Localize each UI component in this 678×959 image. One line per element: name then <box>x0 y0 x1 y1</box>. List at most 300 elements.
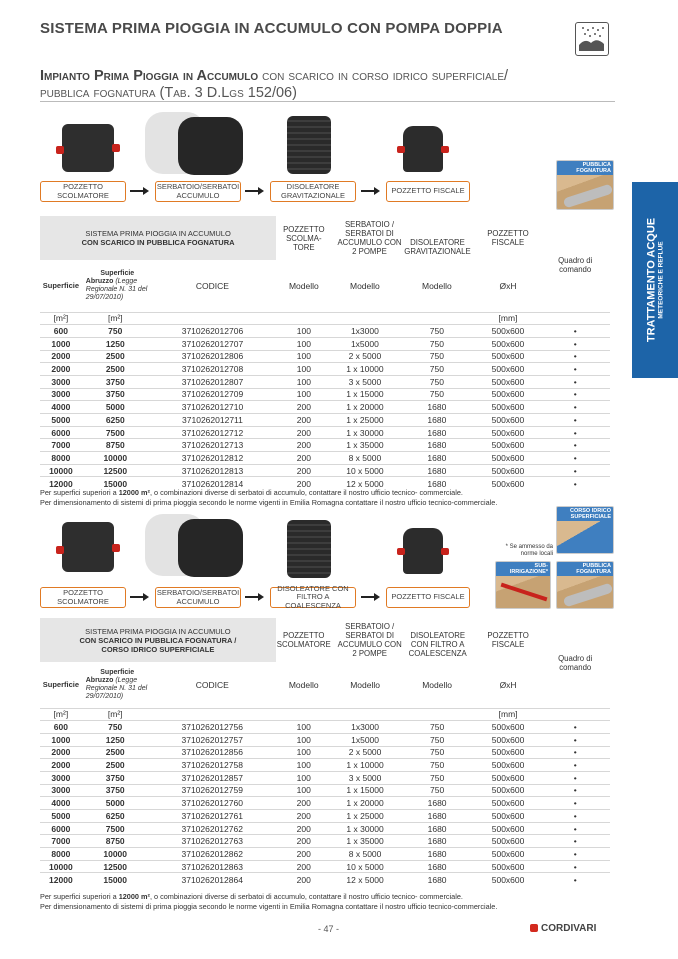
table-cell: 10 x 5000 <box>332 464 399 477</box>
table-cell: 750 <box>398 363 475 376</box>
subtitle-bold: Impianto Prima Pioggia in Accumulo <box>40 68 259 84</box>
table-cell: 1680 <box>398 810 475 823</box>
table-cell: 100 <box>276 388 331 401</box>
table-cell: • <box>540 350 610 363</box>
unit-m2: [m²] <box>82 312 149 325</box>
unit-m2: [m²] <box>40 312 82 325</box>
table-cell: • <box>540 733 610 746</box>
subtitle-line2: pubblica fognatura (Tab. 3 D.Lgs 152/06) <box>40 85 297 101</box>
table-row <box>40 452 610 465</box>
table-cell: 3710262012710 <box>149 401 276 414</box>
table-cell: 100 <box>276 375 331 388</box>
table-cell: 500x600 <box>476 439 541 452</box>
col-header-pozzetto-fiscale: POZZETTO FISCALE <box>487 631 529 649</box>
table-cell: 10000 <box>40 464 82 477</box>
table-cell: • <box>540 784 610 797</box>
table-cell: 3000 <box>40 784 82 797</box>
arrow-right-icon <box>130 592 150 602</box>
table-cell: 1250 <box>82 337 149 350</box>
side-category-tab[interactable] <box>632 182 678 378</box>
table-cell: 200 <box>276 822 332 835</box>
table-cell: 500x600 <box>476 363 541 376</box>
pozzetto-fiscale-image <box>403 528 443 574</box>
table-cell: 3710262012806 <box>149 350 276 363</box>
col-modello: Modello <box>422 679 452 690</box>
table-row <box>40 860 610 873</box>
col-modello: Modello <box>350 679 380 690</box>
note-line: Per superfici superiori a 12000 m², o combinazioni diverse di serbatoi di accumulo, contattare il nostro ufficio tecnico- commerciale. <box>40 892 463 901</box>
table-cell: 100 <box>276 771 332 784</box>
table-cell: 15000 <box>82 873 149 886</box>
table-cell: 750 <box>398 337 475 350</box>
table-cell: 1 x 30000 <box>332 822 399 835</box>
notes-1 <box>40 488 620 508</box>
table-cell: 6250 <box>82 810 149 823</box>
table-cell: 3710262012758 <box>149 759 276 772</box>
unit-mm: [mm] <box>476 708 541 721</box>
table-cell: 3710262012762 <box>149 822 276 835</box>
table-cell: 3710262012814 <box>149 477 276 490</box>
table-cell: 200 <box>276 426 331 439</box>
table-cell: 500x600 <box>476 848 541 861</box>
table-cell: 2 x 5000 <box>332 350 399 363</box>
table-row <box>40 759 610 772</box>
subtitle-rest: con scarico in corso idrico superficiale/ <box>258 68 509 84</box>
table-cell: 5000 <box>40 414 82 427</box>
table-cell: • <box>540 401 610 414</box>
table-row <box>40 401 610 414</box>
col-superficie: Superficie <box>42 281 80 291</box>
col-codice: CODICE <box>195 679 229 690</box>
flow-step-3: DISOLEATORE GRAVITAZIONALE <box>270 181 356 202</box>
table-cell: 3750 <box>82 375 149 388</box>
unit-mm: [mm] <box>476 312 541 325</box>
flow-step-2: SERBATOIO/SERBATOI ACCUMULO <box>155 587 241 608</box>
table-cell: 3710262012812 <box>149 452 276 465</box>
table-cell: 1 x 20000 <box>332 797 399 810</box>
divider <box>40 101 615 102</box>
table-cell: • <box>540 414 610 427</box>
pubblica-fognatura-image: PUBBLICA FOGNATURA <box>556 160 614 210</box>
table-cell: 1680 <box>398 414 475 427</box>
table-cell: 3 x 5000 <box>332 375 399 388</box>
table-cell: 1680 <box>398 401 475 414</box>
table-cell: 4000 <box>40 401 82 414</box>
table-cell: 500x600 <box>476 873 541 886</box>
disoleatore-image <box>287 116 331 174</box>
flow-step-3: DISOLEATORE CON FILTRO A COALESCENZA <box>270 587 356 608</box>
table-cell: 1680 <box>398 464 475 477</box>
section-subtitle <box>40 68 615 102</box>
table-cell: 500x600 <box>476 452 541 465</box>
table-cell: 1250 <box>82 733 149 746</box>
col-superficie-abruzzo: Superficie Abruzzo (Legge Regionale N. 31 del 29/07/2010) <box>85 668 148 700</box>
table-cell: • <box>540 759 610 772</box>
table-cell: 1680 <box>398 860 475 873</box>
table-cell: • <box>540 797 610 810</box>
table-cell: 3710262012760 <box>149 797 276 810</box>
table-cell: • <box>540 388 610 401</box>
table-cell: 1 x 25000 <box>332 414 399 427</box>
table-cell: 750 <box>398 733 475 746</box>
table-cell: 3710262012813 <box>149 464 276 477</box>
side-tab-subtitle: METEORICHE E REFLUE <box>657 241 665 319</box>
table-cell: 8 x 5000 <box>332 452 399 465</box>
table-cell: 750 <box>398 721 475 734</box>
table-cell: 3750 <box>82 784 149 797</box>
table-cell: 200 <box>276 414 331 427</box>
table-row <box>40 835 610 848</box>
unit-m2: [m²] <box>82 708 149 721</box>
table-cell: 3000 <box>40 771 82 784</box>
table-cell: 500x600 <box>476 759 541 772</box>
table-cell: 2000 <box>40 363 82 376</box>
unit-m2: [m²] <box>40 708 82 721</box>
col-modello: Modello <box>288 280 319 291</box>
table-cell: 100 <box>276 746 332 759</box>
table-cell: • <box>540 771 610 784</box>
table-cell: 3710262012863 <box>149 860 276 873</box>
table-cell: 5000 <box>82 401 149 414</box>
table-cell: 6000 <box>40 426 82 439</box>
table-cell: 10000 <box>82 848 149 861</box>
table-cell: • <box>540 835 610 848</box>
col-superficie-abruzzo: Superficie Abruzzo (Legge Regionale N. 31 del 29/07/2010) <box>85 269 148 301</box>
table-cell: • <box>540 452 610 465</box>
table-cell: 3710262012707 <box>149 337 276 350</box>
col-oxh: ØxH <box>499 679 517 690</box>
arrow-right-icon <box>361 592 381 602</box>
arrow-right-icon <box>361 186 381 196</box>
table-cell: 500x600 <box>476 337 541 350</box>
table-cell: 500x600 <box>476 771 541 784</box>
table-cell: • <box>540 337 610 350</box>
table-cell: 12500 <box>82 464 149 477</box>
table-row <box>40 848 610 861</box>
table-cell: 100 <box>276 350 331 363</box>
table-cell: 1000 <box>40 337 82 350</box>
table-cell: 500x600 <box>476 784 541 797</box>
col-header-pozzetto-scolmatore: POZZETTO SCOLMA-TORE <box>283 224 325 252</box>
table-cell: 500x600 <box>476 746 541 759</box>
table-cell: 3710262012761 <box>149 810 276 823</box>
table-cell: 500x600 <box>476 325 541 338</box>
table-cell: 1680 <box>398 477 475 490</box>
table-cell: 750 <box>398 746 475 759</box>
table-cell: 12000 <box>40 873 82 886</box>
table-row <box>40 375 610 388</box>
table-cell: 500x600 <box>476 721 541 734</box>
table-cell: 8 x 5000 <box>332 848 399 861</box>
table-cell: 3750 <box>82 388 149 401</box>
table-cell: • <box>540 746 610 759</box>
table-cell: 750 <box>398 784 475 797</box>
serbatoio-image <box>178 519 243 577</box>
table-cell: 2000 <box>40 350 82 363</box>
table-cell: 200 <box>276 860 332 873</box>
table-row <box>40 721 610 734</box>
table-body <box>40 721 610 886</box>
table-cell: 12 x 5000 <box>332 477 399 490</box>
table-cell: 1680 <box>398 452 475 465</box>
table-cell: 100 <box>276 759 332 772</box>
table-cell: 3710262012711 <box>149 414 276 427</box>
table-row <box>40 784 610 797</box>
table-cell: 1 x 35000 <box>332 439 399 452</box>
table-cell: • <box>540 860 610 873</box>
table-cell: 500x600 <box>476 733 541 746</box>
table-cell: 3000 <box>40 388 82 401</box>
table-cell: • <box>540 439 610 452</box>
table-cell: 1x3000 <box>332 721 399 734</box>
table-cell: 500x600 <box>476 375 541 388</box>
table-cell: 500x600 <box>476 810 541 823</box>
pozzetto-fiscale-image <box>403 126 443 172</box>
serbatoio-image <box>178 117 243 175</box>
table-cell: • <box>540 325 610 338</box>
table-cell: 100 <box>276 784 332 797</box>
table-row <box>40 733 610 746</box>
notes-2 <box>40 892 620 912</box>
table-row <box>40 746 610 759</box>
table-cell: 1 x 10000 <box>332 363 399 376</box>
table-cell: • <box>540 426 610 439</box>
pozzetto-scolmatore-image <box>62 124 114 172</box>
table-cell: 750 <box>398 350 475 363</box>
table-title: SISTEMA PRIMA PIOGGIA IN ACCUMULO CON SCARICO IN PUBBLICA FOGNATURA / CORSO IDRICO SUPERFICIALE <box>40 618 276 662</box>
col-header-quadro: Quadro di comando <box>558 256 593 274</box>
table-cell: 500x600 <box>476 414 541 427</box>
col-header-quadro: Quadro di comando <box>558 654 593 672</box>
table-cell: 2500 <box>82 759 149 772</box>
table-row <box>40 771 610 784</box>
table-cell: 2 x 5000 <box>332 746 399 759</box>
table-row <box>40 822 610 835</box>
table-row <box>40 797 610 810</box>
table-cell: 10000 <box>82 452 149 465</box>
table-cell: 750 <box>398 759 475 772</box>
table-cell: 3000 <box>40 375 82 388</box>
table-cell: 1680 <box>398 848 475 861</box>
table-cell: 8750 <box>82 835 149 848</box>
spec-table-1 <box>40 216 610 490</box>
arrow-right-icon <box>245 186 265 196</box>
table-cell: 200 <box>276 452 331 465</box>
col-header-pozzetto-fiscale: POZZETTO FISCALE <box>487 229 529 247</box>
table-cell: 1 x 25000 <box>332 810 399 823</box>
site-note: * Se ammesso da norme locali <box>505 544 553 557</box>
rain-icon <box>575 22 609 56</box>
col-codice: CODICE <box>195 280 229 291</box>
table-cell: 10 x 5000 <box>332 860 399 873</box>
table-cell: 750 <box>82 325 149 338</box>
table-cell: 1680 <box>398 797 475 810</box>
table-cell: 7500 <box>82 426 149 439</box>
table-row <box>40 464 610 477</box>
table-cell: 200 <box>276 464 331 477</box>
table-cell: 1 x 20000 <box>332 401 399 414</box>
table-cell: 500x600 <box>476 477 541 490</box>
table-cell: 3 x 5000 <box>332 771 399 784</box>
spec-table-2 <box>40 618 610 886</box>
table-cell: 600 <box>40 721 82 734</box>
table-row <box>40 350 610 363</box>
col-modello: Modello <box>350 280 380 291</box>
table-cell: • <box>540 822 610 835</box>
table-cell: 12500 <box>82 860 149 873</box>
table-cell: 500x600 <box>476 797 541 810</box>
table-cell: 200 <box>276 848 332 861</box>
table-cell: 12000 <box>40 477 82 490</box>
table-cell: 1x5000 <box>332 733 399 746</box>
sub-irrigazione-image: SUB-IRRIGAZIONE* <box>495 561 551 609</box>
table-cell: 3710262012856 <box>149 746 276 759</box>
table-cell: 1 x 10000 <box>332 759 399 772</box>
table-cell: 3750 <box>82 771 149 784</box>
table-cell: 500x600 <box>476 835 541 848</box>
table-cell: 1 x 15000 <box>332 388 399 401</box>
table-cell: 3710262012706 <box>149 325 276 338</box>
table-row <box>40 873 610 886</box>
table-cell: 1 x 30000 <box>332 426 399 439</box>
pubblica-fognatura-image: PUBBLICA FOGNATURA <box>556 561 614 609</box>
flow-step-4: POZZETTO FISCALE <box>386 587 470 608</box>
table-cell: 200 <box>276 873 332 886</box>
table-row <box>40 363 610 376</box>
table-cell: 100 <box>276 363 331 376</box>
table-cell: 7000 <box>40 835 82 848</box>
table-cell: • <box>540 375 610 388</box>
side-tab-title: TRATTAMENTO ACQUE <box>645 217 658 343</box>
table-title: SISTEMA PRIMA PIOGGIA IN ACCUMULO CON SCARICO IN PUBBLICA FOGNATURA <box>40 216 276 260</box>
table-row <box>40 388 610 401</box>
table-cell: 750 <box>82 721 149 734</box>
table-cell: 12 x 5000 <box>332 873 399 886</box>
col-modello: Modello <box>422 280 452 291</box>
table-cell: 1 x 35000 <box>332 835 399 848</box>
table-cell: 5000 <box>40 810 82 823</box>
table-cell: 3710262012713 <box>149 439 276 452</box>
corso-idrico-image: CORSO IDRICO SUPERFICIALE <box>556 506 614 554</box>
table-cell: 750 <box>398 388 475 401</box>
pozzetto-scolmatore-image <box>62 522 114 572</box>
table-cell: 1680 <box>398 873 475 886</box>
table-body <box>40 325 610 490</box>
table-cell: 200 <box>276 439 331 452</box>
brand-logo: CORDIVARI <box>530 923 596 934</box>
table-cell: 100 <box>276 721 332 734</box>
table-cell: 1x3000 <box>332 325 399 338</box>
note-line: Per superfici superiori a 12000 m², o combinazioni diverse di serbatoi di accumulo, contattare il nostro ufficio tecnico- commerciale. <box>40 488 463 497</box>
table-cell: 3710262012857 <box>149 771 276 784</box>
table-cell: 500x600 <box>476 401 541 414</box>
table-cell: 2500 <box>82 746 149 759</box>
table-cell: 500x600 <box>476 350 541 363</box>
note-line: Per dimensionamento di sistemi di prima pioggia secondo le norme vigenti in Emilia Romagna contattare il nostro ufficio tecnico-commerciale. <box>40 902 498 911</box>
table-cell: 500x600 <box>476 860 541 873</box>
table-cell: • <box>540 363 610 376</box>
table-cell: • <box>540 464 610 477</box>
table-cell: • <box>540 873 610 886</box>
page-title: SISTEMA PRIMA PIOGGIA IN ACCUMULO CON POMPA DOPPIA <box>40 20 503 37</box>
table-cell: 3710262012708 <box>149 363 276 376</box>
flow-step-1: POZZETTO SCOLMATORE <box>40 181 126 202</box>
table-row <box>40 325 610 338</box>
table-cell: 100 <box>276 325 331 338</box>
table-cell: 3710262012712 <box>149 426 276 439</box>
table-cell: 1680 <box>398 835 475 848</box>
table-cell: 2000 <box>40 746 82 759</box>
table-cell: 750 <box>398 375 475 388</box>
table-cell: 3710262012709 <box>149 388 276 401</box>
table-cell: 10000 <box>40 860 82 873</box>
table-row <box>40 337 610 350</box>
table-cell: 200 <box>276 797 332 810</box>
page-number: - 47 - <box>318 924 340 934</box>
table-cell: 2000 <box>40 759 82 772</box>
table-cell: 500x600 <box>476 464 541 477</box>
table-row <box>40 439 610 452</box>
col-oxh: ØxH <box>499 280 517 291</box>
table-cell: 3710262012756 <box>149 721 276 734</box>
table-cell: 8000 <box>40 452 82 465</box>
table-cell: 1680 <box>398 822 475 835</box>
table-cell: 6250 <box>82 414 149 427</box>
table-cell: 3710262012807 <box>149 375 276 388</box>
table-cell: 200 <box>276 401 331 414</box>
col-header-pozzetto-scolmatore: POZZETTO SCOLMATORE <box>276 631 331 649</box>
flow-step-1: POZZETTO SCOLMATORE <box>40 587 126 608</box>
col-superficie: Superficie <box>42 680 79 690</box>
arrow-right-icon <box>130 186 150 196</box>
table-cell: 100 <box>276 733 332 746</box>
table-cell: 500x600 <box>476 822 541 835</box>
table-cell: • <box>540 721 610 734</box>
table-cell: 600 <box>40 325 82 338</box>
disoleatore-image <box>287 520 331 578</box>
table-cell: 3710262012759 <box>149 784 276 797</box>
table-cell: 6000 <box>40 822 82 835</box>
table-cell: 500x600 <box>476 426 541 439</box>
col-modello: Modello <box>288 679 319 690</box>
table-cell: 500x600 <box>476 388 541 401</box>
table-cell: 200 <box>276 477 331 490</box>
table-cell: 8000 <box>40 848 82 861</box>
table-cell: 100 <box>276 337 331 350</box>
table-cell: 3710262012862 <box>149 848 276 861</box>
table-cell: 15000 <box>82 477 149 490</box>
table-cell: 7500 <box>82 822 149 835</box>
table-cell: 750 <box>398 771 475 784</box>
arrow-right-icon <box>245 592 265 602</box>
table-cell: • <box>540 848 610 861</box>
table-cell: • <box>540 810 610 823</box>
table-cell: 3710262012763 <box>149 835 276 848</box>
table-row <box>40 426 610 439</box>
table-cell: 4000 <box>40 797 82 810</box>
table-row <box>40 810 610 823</box>
col-header-serbatoio: SERBATOIO / SERBATOI DI ACCUMULO CON 2 POMPE DISOLEATORE CON FILTRO A COALESCENZA <box>337 622 467 658</box>
table-cell: 2500 <box>82 350 149 363</box>
table-cell: 750 <box>398 325 475 338</box>
table-cell: 200 <box>276 810 332 823</box>
flow-step-2: SERBATOIO/SERBATOI ACCUMULO <box>155 181 241 202</box>
col-header-serbatoio: SERBATOIO / SERBATOI DI ACCUMULO CON 2 POMPE DISOLEATORE GRAVITAZIONALE <box>337 220 471 256</box>
table-cell: • <box>540 477 610 490</box>
table-cell: 8750 <box>82 439 149 452</box>
table-cell: 1680 <box>398 439 475 452</box>
table-cell: 7000 <box>40 439 82 452</box>
